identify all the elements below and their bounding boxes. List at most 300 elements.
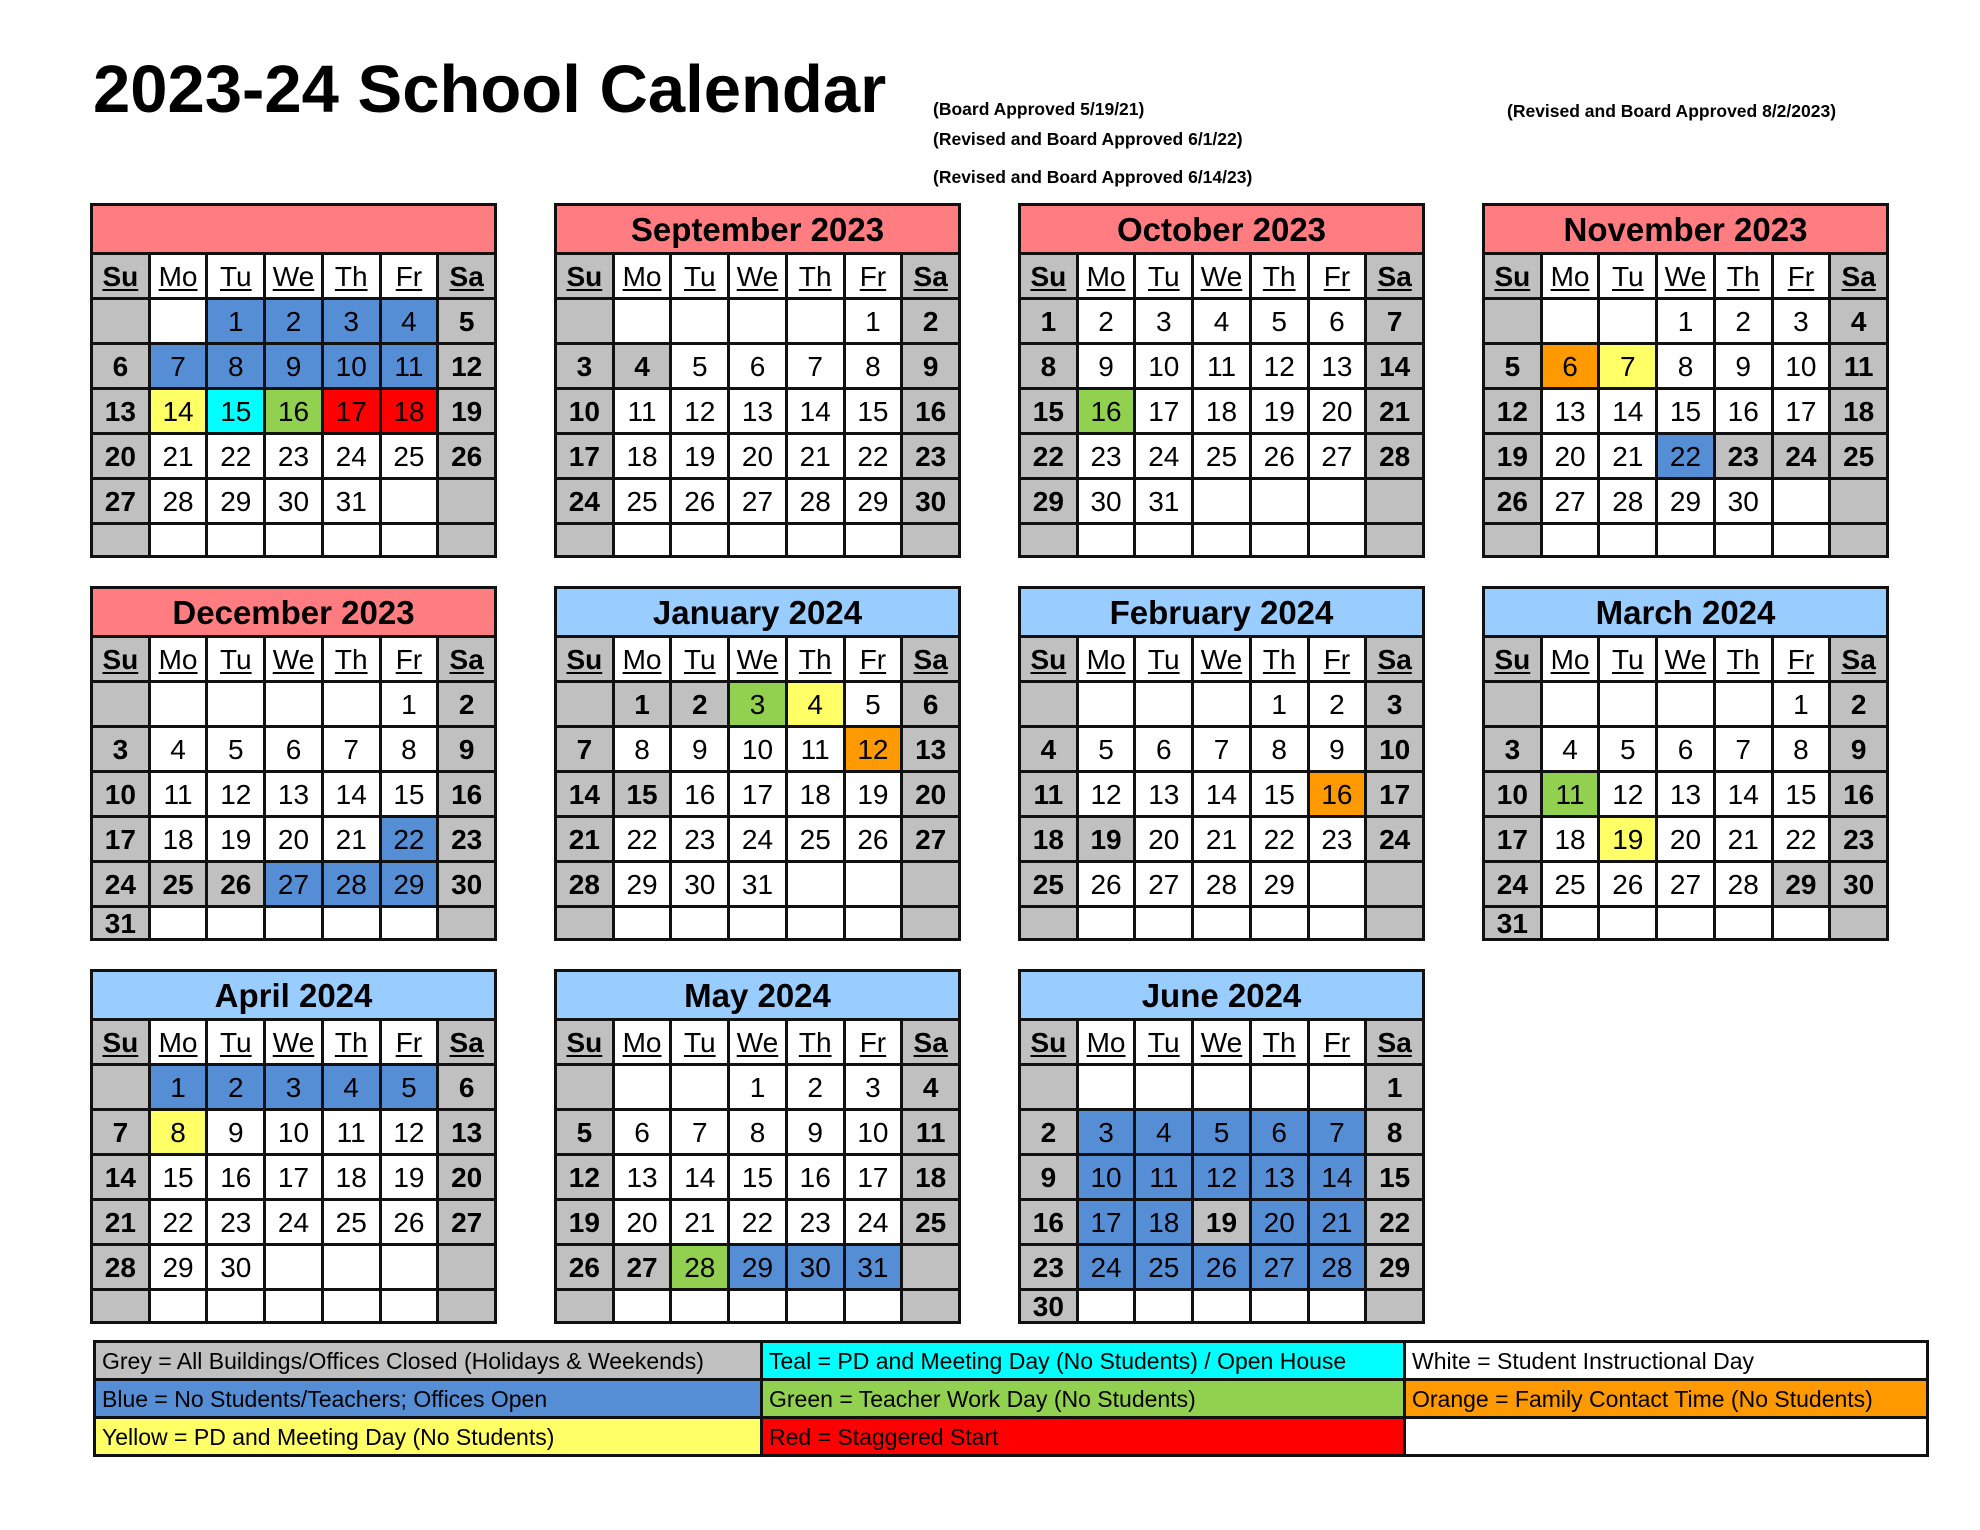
day-cell: 29 [1367,1246,1422,1288]
day-cell: 5 [1600,728,1655,770]
empty-cell [672,300,727,342]
day-cell: 4 [1136,1111,1191,1153]
legend-item-grey: Grey = All Buildings/Offices Closed (Holidays & Weekends) [96,1343,760,1378]
empty-cell [1310,1066,1365,1108]
day-cell: 26 [557,1246,612,1288]
day-cell: 31 [730,863,785,905]
day-cell: 17 [1485,818,1540,860]
weekday-header: Sa [1367,255,1422,297]
weekday-header: Su [1485,255,1540,297]
day-cell: 30 [266,480,321,522]
empty-cell [557,300,612,342]
day-cell: 12 [846,728,901,770]
day-cell: 28 [324,863,379,905]
day-cell: 13 [1543,390,1598,432]
empty-cell [788,300,843,342]
day-cell: 18 [324,1156,379,1198]
empty-cell [324,683,379,725]
day-cell: 27 [1310,435,1365,477]
day-cell: 3 [557,345,612,387]
empty-cell [266,1291,321,1321]
day-cell: 26 [208,863,263,905]
empty-cell [557,1066,612,1108]
empty-cell [1716,525,1771,555]
day-cell: 9 [672,728,727,770]
day-cell: 31 [1485,908,1540,938]
day-cell: 19 [208,818,263,860]
day-cell: 31 [1136,480,1191,522]
weekday-header: Th [324,255,379,297]
day-cell: 15 [846,390,901,432]
day-cell: 13 [1136,773,1191,815]
month-calendar [1018,203,1425,558]
empty-cell [1658,683,1713,725]
legend-item-blue: Blue = No Students/Teachers; Offices Open [96,1381,760,1416]
empty-cell [1194,525,1249,555]
weekday-header: Su [93,1021,148,1063]
empty-cell [846,908,901,938]
weekday-header: Fr [1310,1021,1365,1063]
empty-cell [903,1246,958,1288]
weekday-header: Th [1252,638,1307,680]
empty-cell [1600,683,1655,725]
day-cell: 18 [1136,1201,1191,1243]
weekday-header: Su [1021,255,1076,297]
empty-cell [439,1291,494,1321]
day-cell: 27 [1658,863,1713,905]
day-cell: 3 [324,300,379,342]
empty-cell [1543,300,1598,342]
weekday-header: Sa [439,1021,494,1063]
weekday-header: Fr [846,1021,901,1063]
day-cell: 20 [730,435,785,477]
day-cell: 8 [615,728,670,770]
empty-cell [903,908,958,938]
day-cell: 30 [208,1246,263,1288]
day-cell: 16 [1079,390,1134,432]
weekday-header: We [266,638,321,680]
weekday-header: Th [788,638,843,680]
empty-cell [1310,863,1365,905]
day-cell: 12 [382,1111,437,1153]
empty-cell [1485,525,1540,555]
empty-cell [1485,300,1540,342]
month-title: November 2023 [1485,206,1886,255]
day-cell: 15 [208,390,263,432]
day-cell: 17 [1367,773,1422,815]
day-cell: 5 [1485,345,1540,387]
day-cell: 27 [1252,1246,1307,1288]
day-cell: 28 [151,480,206,522]
empty-cell [1136,1291,1191,1321]
day-cell: 14 [1194,773,1249,815]
day-cell: 14 [151,390,206,432]
day-cell: 19 [672,435,727,477]
empty-cell [1543,525,1598,555]
day-cell: 20 [439,1156,494,1198]
day-cell: 15 [1774,773,1829,815]
empty-cell [1079,683,1134,725]
day-cell: 21 [1310,1201,1365,1243]
day-cell: 2 [1079,300,1134,342]
day-cell: 22 [730,1201,785,1243]
day-cell: 28 [557,863,612,905]
empty-cell [439,908,494,938]
weekday-header: Mo [615,255,670,297]
day-cell: 10 [557,390,612,432]
day-cell: 27 [93,480,148,522]
weekday-header: Tu [672,638,727,680]
day-cell: 16 [1310,773,1365,815]
day-cell: 30 [1079,480,1134,522]
page-title: 2023-24 School Calendar [93,52,887,127]
day-cell: 15 [1658,390,1713,432]
day-cell: 24 [846,1201,901,1243]
empty-cell [439,1246,494,1288]
weekday-header: Tu [1600,638,1655,680]
day-cell: 19 [439,390,494,432]
empty-cell [557,908,612,938]
empty-cell [903,1291,958,1321]
day-cell: 9 [788,1111,843,1153]
day-cell: 2 [208,1066,263,1108]
empty-cell [672,1066,727,1108]
day-cell: 15 [382,773,437,815]
day-cell: 11 [615,390,670,432]
weekday-header: Mo [1543,255,1598,297]
day-cell: 29 [382,863,437,905]
empty-cell [93,300,148,342]
day-cell: 1 [1774,683,1829,725]
day-cell: 19 [1194,1201,1249,1243]
approval-note-1: (Board Approved 5/19/21) [933,99,1145,119]
day-cell: 19 [382,1156,437,1198]
empty-cell [788,863,843,905]
day-cell: 10 [324,345,379,387]
day-cell: 7 [672,1111,727,1153]
empty-cell [1600,908,1655,938]
month-calendar [90,203,497,558]
day-cell: 6 [903,683,958,725]
day-cell: 25 [1136,1246,1191,1288]
day-cell: 12 [1079,773,1134,815]
empty-cell [324,525,379,555]
day-cell: 30 [788,1246,843,1288]
weekday-header: We [1194,255,1249,297]
day-cell: 23 [1831,818,1886,860]
day-cell: 5 [1194,1111,1249,1153]
day-cell: 9 [208,1111,263,1153]
month-title: April 2024 [93,972,494,1021]
empty-cell [672,1291,727,1321]
empty-cell [846,525,901,555]
weekday-header: Sa [903,1021,958,1063]
day-cell: 7 [1716,728,1771,770]
month-grid [557,255,958,555]
empty-cell [1252,525,1307,555]
day-cell: 10 [266,1111,321,1153]
empty-cell [1310,480,1365,522]
day-cell: 24 [1485,863,1540,905]
day-cell: 8 [151,1111,206,1153]
day-cell: 7 [557,728,612,770]
empty-cell [1543,908,1598,938]
day-cell: 5 [1079,728,1134,770]
day-cell: 9 [1831,728,1886,770]
day-cell: 11 [1136,1156,1191,1198]
empty-cell [1079,525,1134,555]
day-cell: 18 [1831,390,1886,432]
day-cell: 22 [1367,1201,1422,1243]
empty-cell [1079,1066,1134,1108]
day-cell: 22 [382,818,437,860]
weekday-header: Su [557,255,612,297]
day-cell: 2 [788,1066,843,1108]
day-cell: 3 [1367,683,1422,725]
day-cell: 7 [151,345,206,387]
day-cell: 15 [730,1156,785,1198]
day-cell: 29 [208,480,263,522]
empty-cell [208,525,263,555]
month-grid [93,1021,494,1321]
weekday-header: Fr [1774,638,1829,680]
day-cell: 7 [1367,300,1422,342]
weekday-header: Tu [672,255,727,297]
day-cell: 29 [615,863,670,905]
weekday-header: Mo [151,255,206,297]
empty-cell [266,1246,321,1288]
empty-cell [1485,683,1540,725]
day-cell: 6 [1310,300,1365,342]
day-cell: 7 [1600,345,1655,387]
weekday-header: Fr [382,255,437,297]
day-cell: 30 [439,863,494,905]
day-cell: 17 [1774,390,1829,432]
month-title: October 2023 [1021,206,1422,255]
month-grid [1485,255,1886,555]
empty-cell [788,908,843,938]
day-cell: 23 [1021,1246,1076,1288]
day-cell: 9 [266,345,321,387]
day-cell: 6 [1252,1111,1307,1153]
empty-cell [1252,480,1307,522]
day-cell: 14 [1367,345,1422,387]
empty-cell [615,1291,670,1321]
day-cell: 18 [615,435,670,477]
day-cell: 27 [266,863,321,905]
month-title: June 2024 [1021,972,1422,1021]
day-cell: 22 [1021,435,1076,477]
empty-cell [93,1291,148,1321]
day-cell: 10 [730,728,785,770]
day-cell: 1 [208,300,263,342]
day-cell: 2 [1831,683,1886,725]
day-cell: 24 [1774,435,1829,477]
day-cell: 6 [439,1066,494,1108]
weekday-header: We [730,255,785,297]
empty-cell [1774,525,1829,555]
day-cell: 3 [1136,300,1191,342]
weekday-header: We [1194,638,1249,680]
weekday-header: Sa [903,638,958,680]
day-cell: 19 [557,1201,612,1243]
day-cell: 9 [1716,345,1771,387]
day-cell: 24 [266,1201,321,1243]
day-cell: 12 [1194,1156,1249,1198]
empty-cell [846,1291,901,1321]
day-cell: 3 [1485,728,1540,770]
weekday-header: Th [788,255,843,297]
empty-cell [1310,1291,1365,1321]
weekday-header: Sa [1367,638,1422,680]
day-cell: 29 [1658,480,1713,522]
weekday-header: Mo [1079,1021,1134,1063]
empty-cell [1543,683,1598,725]
day-cell: 16 [1716,390,1771,432]
day-cell: 4 [1543,728,1598,770]
day-cell: 3 [266,1066,321,1108]
day-cell: 27 [730,480,785,522]
empty-cell [1600,300,1655,342]
weekday-header: Su [557,638,612,680]
empty-cell [382,480,437,522]
day-cell: 28 [1194,863,1249,905]
empty-cell [1252,1291,1307,1321]
day-cell: 21 [1194,818,1249,860]
day-cell: 1 [1658,300,1713,342]
empty-cell [1252,1066,1307,1108]
day-cell: 15 [151,1156,206,1198]
color-legend [93,1340,1929,1457]
day-cell: 4 [151,728,206,770]
day-cell: 28 [1310,1246,1365,1288]
day-cell: 9 [903,345,958,387]
day-cell: 23 [208,1201,263,1243]
weekday-header: Su [1021,638,1076,680]
day-cell: 13 [730,390,785,432]
day-cell: 1 [1021,300,1076,342]
day-cell: 1 [730,1066,785,1108]
day-cell: 6 [615,1111,670,1153]
day-cell: 13 [266,773,321,815]
legend-item-green: Green = Teacher Work Day (No Students) [763,1381,1403,1416]
weekday-header: Th [1716,255,1771,297]
weekday-header: Tu [208,638,263,680]
day-cell: 8 [1367,1111,1422,1153]
empty-cell [1367,480,1422,522]
day-cell: 27 [439,1201,494,1243]
empty-cell [557,1291,612,1321]
weekday-header: Fr [1310,255,1365,297]
day-cell: 21 [1600,435,1655,477]
day-cell: 22 [1658,435,1713,477]
empty-cell [730,300,785,342]
empty-cell [1831,908,1886,938]
empty-cell [903,863,958,905]
day-cell: 17 [93,818,148,860]
weekday-header: Su [1021,1021,1076,1063]
day-cell: 11 [903,1111,958,1153]
day-cell: 14 [1716,773,1771,815]
day-cell: 14 [788,390,843,432]
day-cell: 20 [1310,390,1365,432]
empty-cell [151,1291,206,1321]
day-cell: 24 [324,435,379,477]
empty-cell [615,525,670,555]
empty-cell [151,908,206,938]
day-cell: 9 [1310,728,1365,770]
day-cell: 18 [151,818,206,860]
weekday-header: Tu [672,1021,727,1063]
empty-cell [1021,525,1076,555]
month-title: January 2024 [557,589,958,638]
day-cell: 3 [730,683,785,725]
day-cell: 22 [1774,818,1829,860]
day-cell: 21 [672,1201,727,1243]
day-cell: 17 [1079,1201,1134,1243]
empty-cell [93,1066,148,1108]
day-cell: 25 [151,863,206,905]
day-cell: 31 [846,1246,901,1288]
weekday-header: Mo [151,638,206,680]
day-cell: 17 [557,435,612,477]
empty-cell [208,683,263,725]
empty-cell [903,525,958,555]
day-cell: 20 [615,1201,670,1243]
day-cell: 15 [1021,390,1076,432]
weekday-header: Th [1716,638,1771,680]
month-calendar [90,586,497,941]
day-cell: 26 [439,435,494,477]
day-cell: 23 [1716,435,1771,477]
day-cell: 7 [93,1111,148,1153]
day-cell: 16 [672,773,727,815]
month-calendar [90,969,497,1324]
empty-cell [557,525,612,555]
day-cell: 22 [846,435,901,477]
day-cell: 15 [1367,1156,1422,1198]
day-cell: 28 [1367,435,1422,477]
empty-cell [1136,683,1191,725]
day-cell: 3 [1079,1111,1134,1153]
empty-cell [1252,908,1307,938]
weekday-header: Su [1485,638,1540,680]
empty-cell [266,908,321,938]
empty-cell [1310,525,1365,555]
day-cell: 8 [208,345,263,387]
day-cell: 6 [1543,345,1598,387]
day-cell: 26 [1485,480,1540,522]
legend-item-yellow: Yellow = PD and Meeting Day (No Students) [96,1419,760,1454]
month-grid [557,638,958,938]
day-cell: 19 [1252,390,1307,432]
day-cell: 2 [672,683,727,725]
weekday-header: We [1658,255,1713,297]
day-cell: 5 [208,728,263,770]
empty-cell [382,1246,437,1288]
day-cell: 23 [1310,818,1365,860]
month-grid [1485,638,1886,938]
day-cell: 4 [1021,728,1076,770]
empty-cell [382,908,437,938]
empty-cell [1079,1291,1134,1321]
weekday-header: Fr [1310,638,1365,680]
day-cell: 18 [788,773,843,815]
empty-cell [1021,683,1076,725]
empty-cell [1716,908,1771,938]
month-grid [93,638,494,938]
day-cell: 8 [846,345,901,387]
